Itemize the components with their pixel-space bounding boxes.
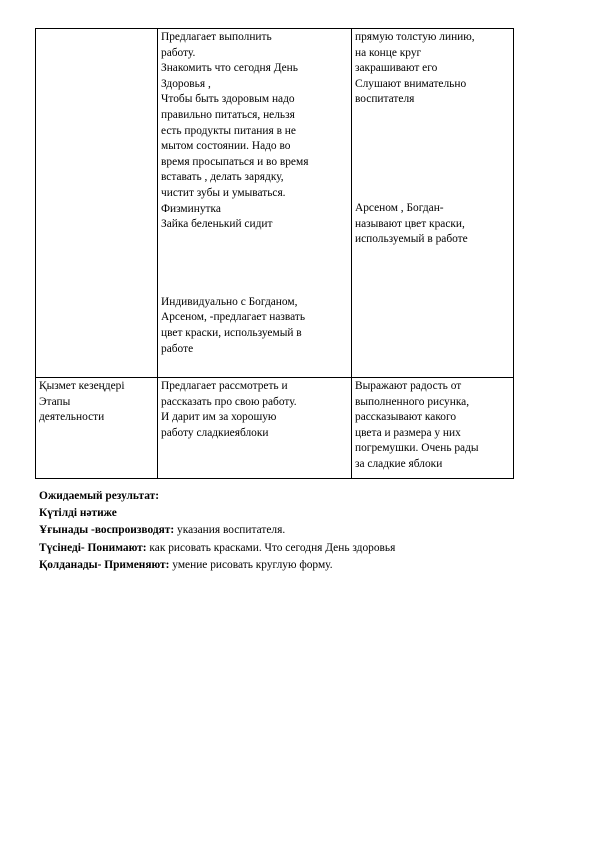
text-line: Арсеном , Богдан- (355, 201, 444, 214)
result-text: умение рисовать круглую форму. (169, 558, 333, 571)
text-line: называют цвет краски, (355, 217, 465, 230)
result-label: Қолданады- Применяют: (39, 558, 170, 571)
result-apply (39, 557, 559, 574)
table-row (36, 29, 514, 378)
result-text: указания воспитателя. (174, 524, 286, 537)
expected-result-heading: Ожидаемый результат: (39, 490, 160, 502)
result-label: Түсінеді- Понимают: (39, 541, 147, 554)
text-line: Предлагает рассмотреть и (161, 380, 288, 392)
table-row (36, 378, 514, 479)
text-line: цвет краски, используемый в (161, 326, 302, 339)
text-line: Чтобы быть здоровым надо (161, 93, 295, 106)
text-line: рассказать про свою работу. (161, 395, 297, 408)
text-line: работе (161, 342, 194, 355)
text-line: время просыпаться и во время (161, 155, 309, 168)
text-line: правильно питаться, нельзя (161, 108, 295, 121)
text-line: на конце круг (355, 46, 422, 59)
text-line: деятельности (39, 411, 105, 424)
result-label: Ұғынады -воспроизводят: (39, 524, 175, 537)
text-line: мытом состоянии. Надо во (161, 140, 291, 153)
text-line: закрашивают его (355, 62, 438, 75)
text-line: используемый в работе (355, 233, 468, 246)
result-text: как рисовать красками. Что сегодня День здоровья (146, 541, 396, 554)
result-understand (39, 540, 559, 557)
text-line: за сладкие яблоки (355, 457, 443, 470)
text-line: Знакомить что сегодня День (161, 62, 298, 75)
text-line: Этапы (39, 395, 71, 408)
text-line: цвета и размера у них (355, 426, 461, 439)
expected-result-heading-kz: Күтілді нәтиже (39, 507, 117, 520)
text-line: воспитателя (355, 93, 415, 106)
result-reproduce (39, 522, 559, 539)
text-line: Зайка беленький сидит (161, 218, 273, 231)
text-line: Физминутка (161, 202, 221, 215)
text-line: работу сладкиеяблоки (161, 426, 269, 439)
text-line: чистит зубы и умываться. (161, 186, 286, 199)
table-cell-stage-empty (36, 29, 158, 378)
text-line: выполненного рисунка, (355, 395, 470, 408)
expected-results-section (39, 488, 559, 574)
text-line: Предлагает выполнить (161, 31, 272, 43)
text-line: прямую толстую линию, (355, 31, 475, 43)
table-cell-teacher-actions (158, 378, 352, 479)
text-line: Арсеном, -предлагает назвать (161, 311, 306, 324)
text-line: вставать , делать зарядку, (161, 171, 284, 184)
table-cell-children-actions (352, 29, 514, 378)
text-line: Индивидуально с Богданом, (161, 295, 298, 308)
text-line: Қызмет кезеңдері (39, 380, 125, 392)
text-line: Здоровья , (161, 77, 211, 90)
text-line: Слушают внимательно (355, 77, 467, 90)
text-line: погремушки. Очень рады (355, 442, 479, 455)
lesson-plan-table (35, 28, 514, 479)
table-cell-teacher-actions (158, 29, 352, 378)
text-line: Выражают радость от (355, 380, 462, 392)
text-line: есть продукты питания в не (161, 124, 296, 137)
table-cell-stage (36, 378, 158, 479)
text-line: работу. (161, 46, 196, 59)
text-line: рассказывают какого (355, 411, 457, 424)
table-cell-children-actions (352, 378, 514, 479)
text-line: И дарит им за хорошую (161, 411, 277, 424)
